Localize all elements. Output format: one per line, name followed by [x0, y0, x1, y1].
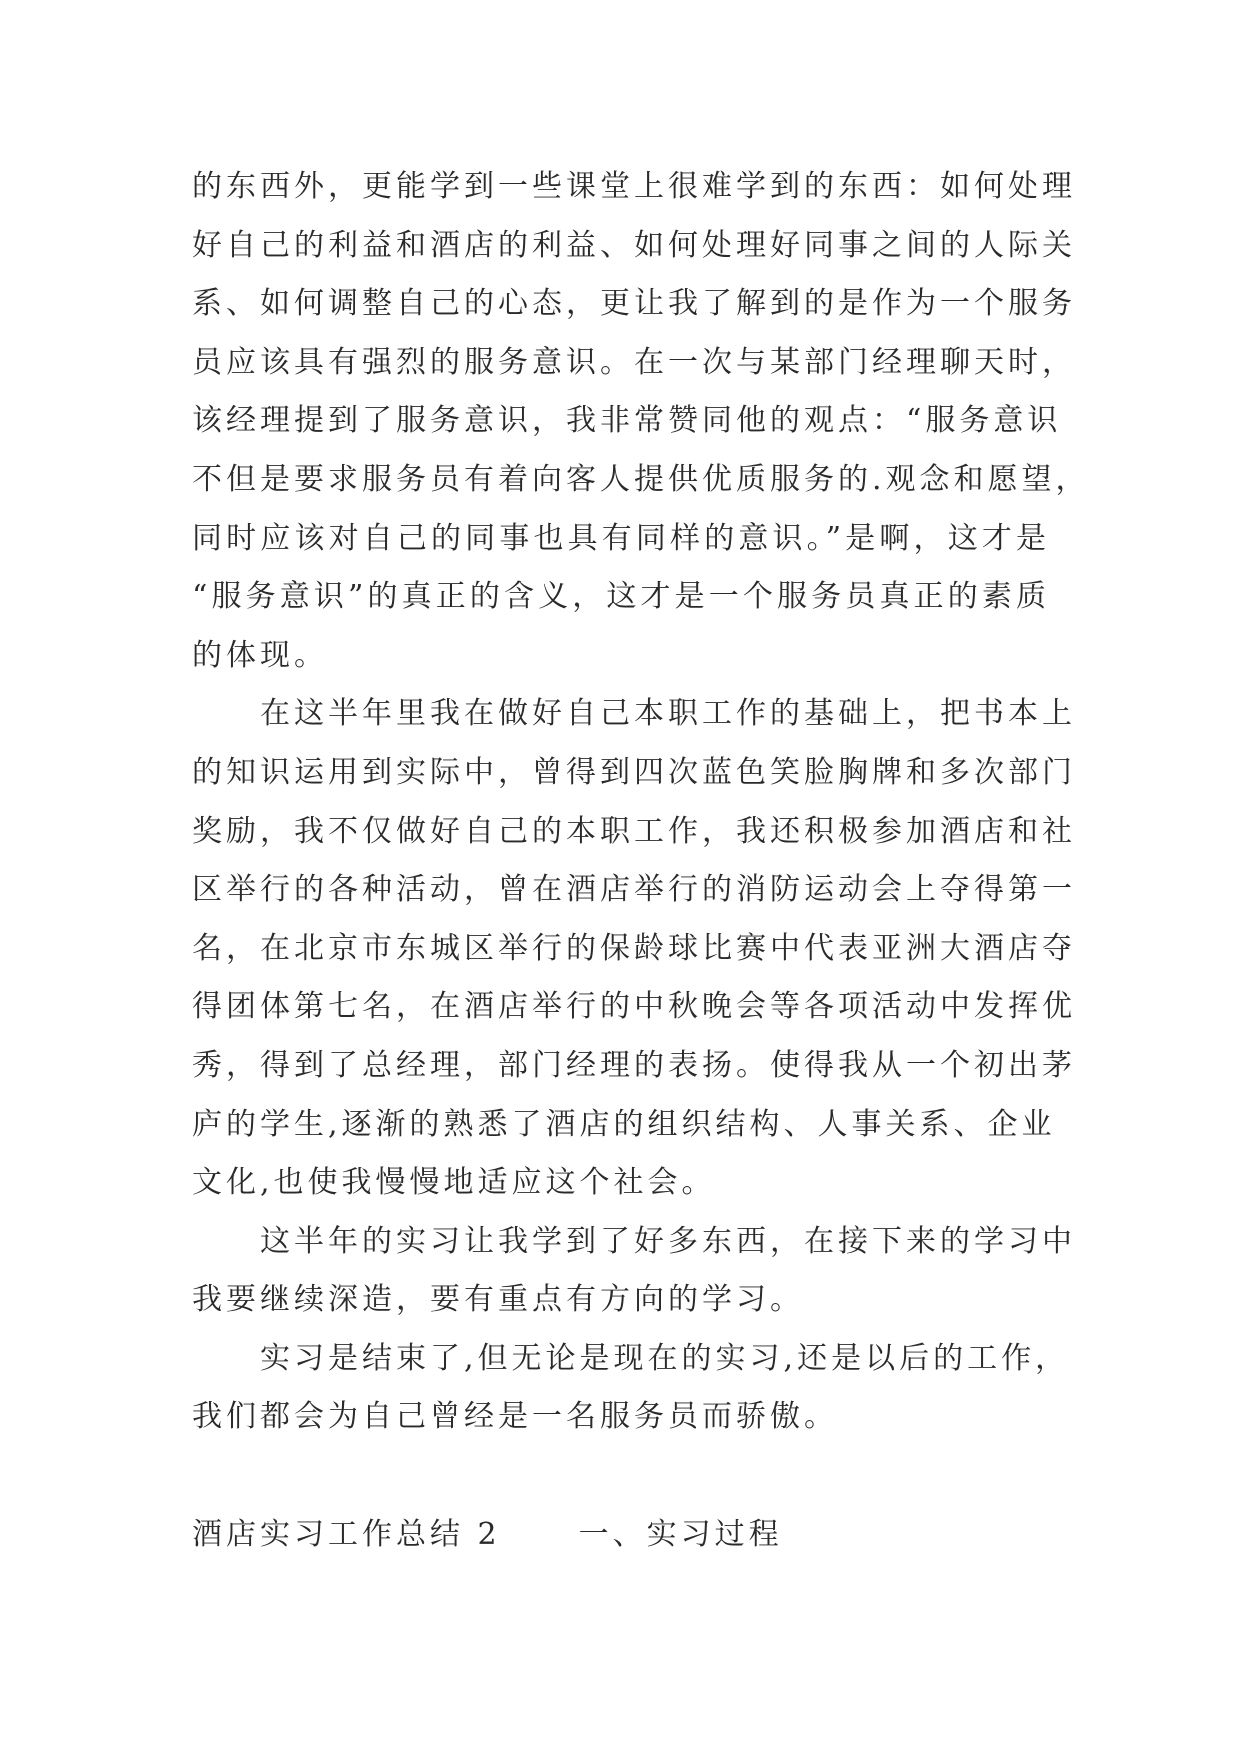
paragraph-line: 在这半年里我在做好自己本职工作的基础上，把书本上: [260, 696, 1076, 732]
paragraph-line: 名，在北京市东城区举行的保龄球比赛中代表亚洲大酒店夺: [192, 930, 1076, 966]
paragraph-line: 同时应该对自己的同事也具有同样的意识。”是啊，这才是: [192, 520, 1050, 556]
document-body: [192, 158, 1090, 1564]
paragraph-line: 系、如何调整自己的心态，更让我了解到的是作为一个服务: [192, 286, 1076, 322]
paragraph: [192, 1330, 1070, 1447]
blank-line: [192, 1447, 1050, 1506]
paragraph: [192, 158, 1090, 685]
paragraph-line: 奖励，我不仅做好自己的本职工作，我还积极参加酒店和社: [192, 813, 1076, 849]
document-title: 酒店实习工作总结 2: [192, 1516, 501, 1552]
section-title: 一、实习过程: [578, 1516, 783, 1552]
paragraph-line: 我要继续深造，要有重点有方向的学习。: [192, 1282, 804, 1318]
paragraph-line: “服务意识”的真正的含义，这才是一个服务员真正的素质: [192, 579, 1050, 615]
paragraph-line: 庐的学生,逐渐的熟悉了酒店的组织结构、人事关系、企业: [192, 1106, 1056, 1142]
paragraph-line: 得团体第七名，在酒店举行的中秋晚会等各项活动中发挥优: [192, 989, 1076, 1025]
paragraph: [192, 685, 1076, 1212]
paragraph: [192, 1213, 1076, 1330]
paragraph-line: 的知识运用到实际中，曾得到四次蓝色笑脸胸牌和多次部门: [192, 754, 1076, 790]
paragraph-line: 该经理提到了服务意识，我非常赞同他的观点：“服务意识: [192, 403, 1062, 439]
paragraph-line: 员应该具有强烈的服务意识。在一次与某部门经理聊天时，: [192, 344, 1076, 380]
paragraph-line: 不但是要求服务员有着向客人提供优质服务的.观念和愿望，: [192, 461, 1090, 497]
paragraph-line: 实习是结束了,但无论是现在的实习,还是以后的工作，: [260, 1340, 1070, 1376]
paragraph-line: 这半年的实习让我学到了好多东西，在接下来的学习中: [260, 1223, 1076, 1259]
paragraph-line: 文化,也使我慢慢地适应这个社会。: [192, 1165, 716, 1201]
paragraph-line: 的东西外，更能学到一些课堂上很难学到的东西：如何处理: [192, 169, 1076, 204]
paragraph-line: 我们都会为自己曾经是一名服务员而骄傲。: [192, 1399, 838, 1435]
section-heading: [192, 1506, 1050, 1565]
paragraph-line: 的体现。: [192, 637, 328, 673]
paragraph-line: 区举行的各种活动，曾在酒店举行的消防运动会上夺得第一: [192, 872, 1076, 908]
paragraph-line: 秀，得到了总经理，部门经理的表扬。使得我从一个初出茅: [192, 1047, 1076, 1083]
paragraph-line: 好自己的利益和酒店的利益、如何处理好同事之间的人际关: [192, 227, 1076, 263]
